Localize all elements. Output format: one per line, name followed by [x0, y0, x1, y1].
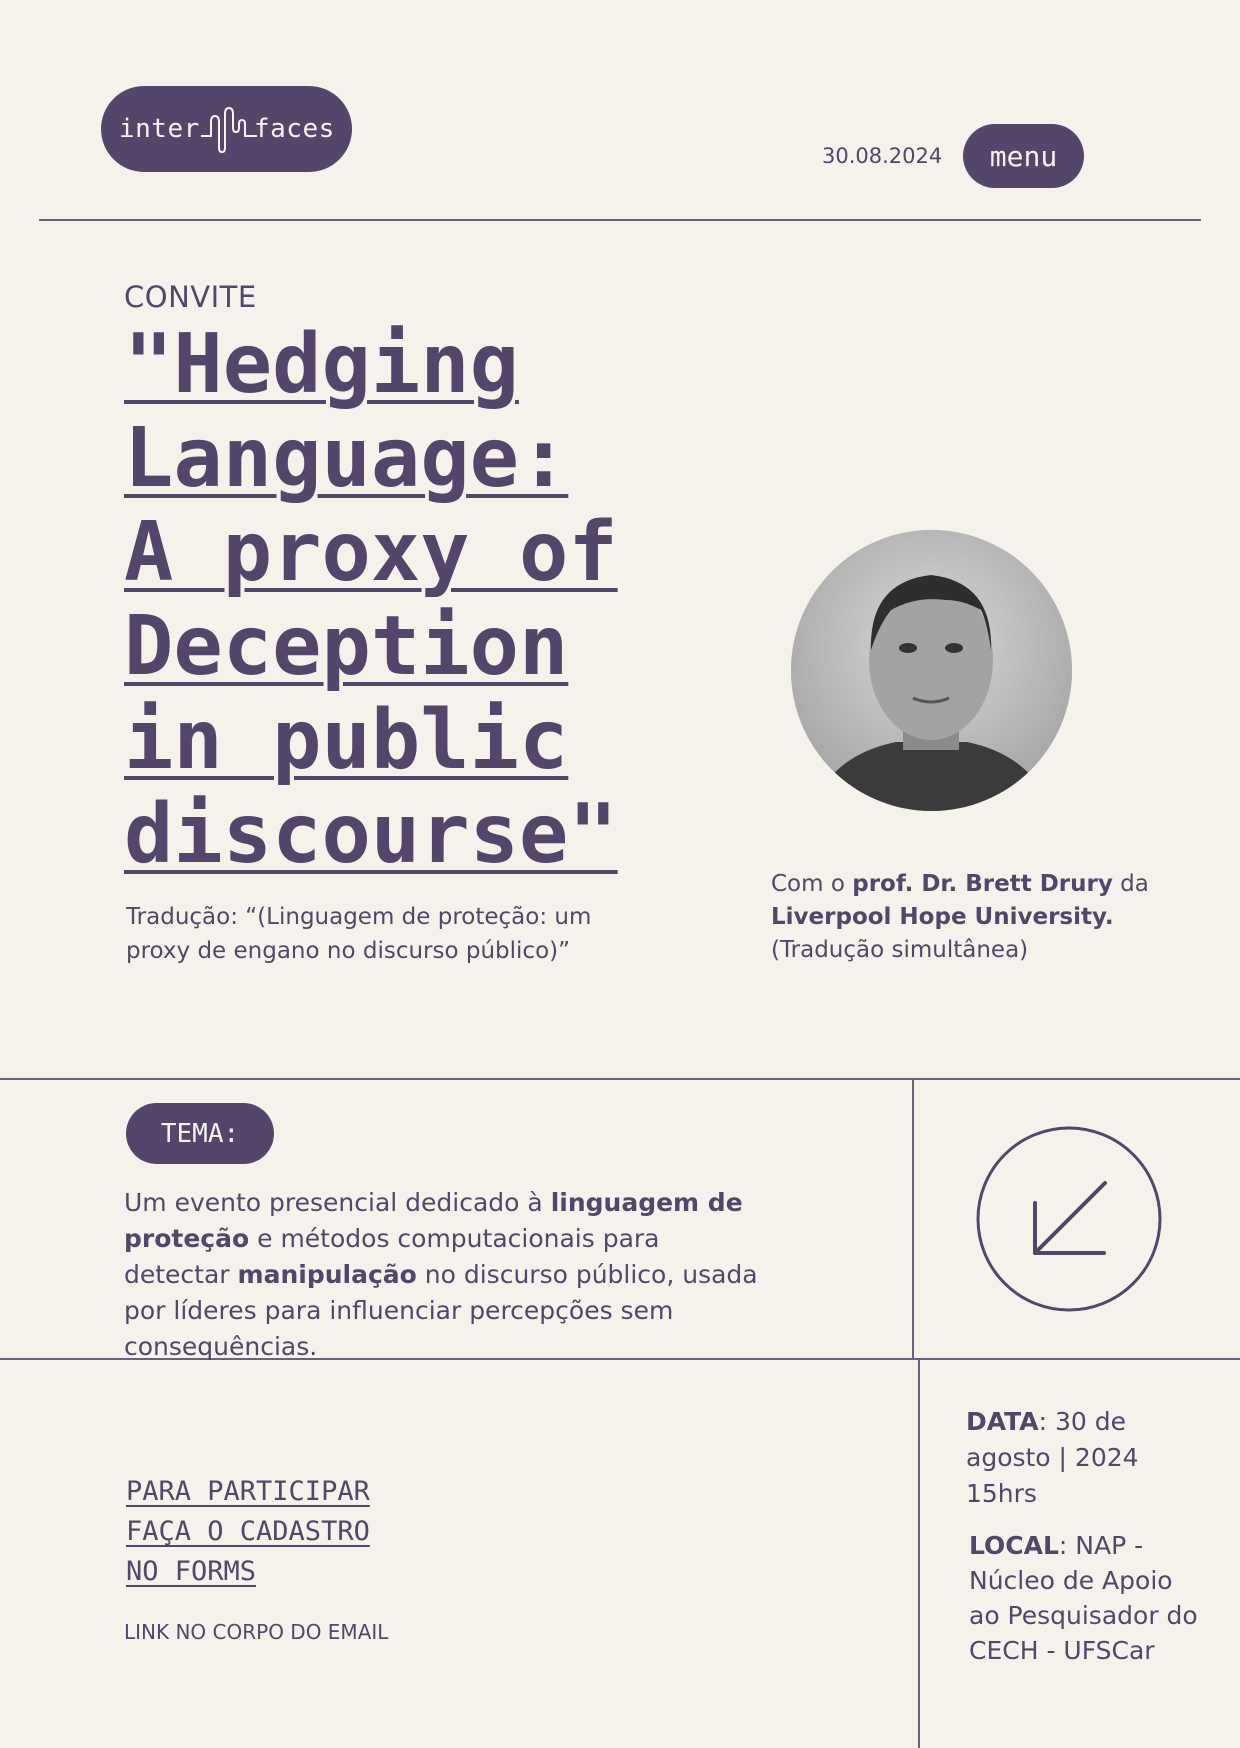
speaker-portrait — [791, 530, 1072, 811]
arrow-down-left-icon — [975, 1125, 1163, 1313]
speaker-connector: da — [1112, 871, 1149, 897]
tema-text-2: e métodos computacionais para detectar — [124, 1224, 660, 1289]
tema-bold-2: manipulação — [237, 1260, 417, 1289]
link-note: LINK NO CORPO DO EMAIL — [124, 1620, 389, 1644]
event-location-block — [969, 1528, 1199, 1668]
waveform-icon — [201, 100, 257, 158]
tema-text-1: Um evento presencial dedicado à — [124, 1188, 551, 1217]
data-value: : 30 de agosto | 2024 — [966, 1407, 1139, 1472]
translation-note: (Tradução simultânea) — [771, 937, 1029, 963]
forms-registration-link[interactable] — [126, 1472, 370, 1592]
header-date: 30.08.2024 — [822, 144, 943, 168]
speaker-name: prof. Dr. Brett Drury — [852, 871, 1113, 897]
speaker-credit — [771, 868, 1151, 967]
speaker-photo — [791, 530, 1072, 811]
tema-description — [124, 1185, 764, 1365]
header-divider — [39, 219, 1201, 221]
local-label: LOCAL — [969, 1531, 1059, 1560]
event-time: 15hrs — [966, 1479, 1037, 1508]
data-label: DATA — [966, 1407, 1039, 1436]
cta-line-3: NO FORMS — [126, 1556, 257, 1587]
logo-text-left: inter — [119, 114, 200, 144]
menu-button[interactable]: menu — [963, 124, 1084, 188]
tema-column-divider — [912, 1078, 914, 1359]
speaker-prefix: Com o — [771, 871, 853, 897]
tema-top-divider — [0, 1078, 1240, 1080]
cta-line-2: FAÇA O CADASTRO — [126, 1516, 370, 1547]
tema-badge: TEMA: — [126, 1103, 274, 1164]
title-translation: Tradução: “(Linguagem de proteção: um proxy de engano no discurso público)” — [126, 904, 592, 964]
tema-bold-1: linguagem de proteção — [124, 1188, 743, 1253]
kicker-convite: CONVITE — [124, 280, 257, 314]
local-value: : NAP - Núcleo de Apoio ao Pesquisador do CECH - UFSCar — [969, 1531, 1198, 1665]
event-date-block — [966, 1404, 1196, 1512]
cta-line-1: PARA PARTICIPAR — [126, 1476, 370, 1507]
logo[interactable] — [101, 86, 352, 172]
event-title[interactable]: "Hedging Language: A proxy of Deception in public discourse" — [124, 317, 618, 882]
logo-text-right: faces — [254, 114, 335, 144]
speaker-institution: Liverpool Hope University. — [771, 904, 1114, 930]
tema-text-3: no discurso público, usada por líderes para influenciar percepções sem consequências. — [124, 1260, 758, 1361]
details-column-divider — [918, 1358, 920, 1748]
